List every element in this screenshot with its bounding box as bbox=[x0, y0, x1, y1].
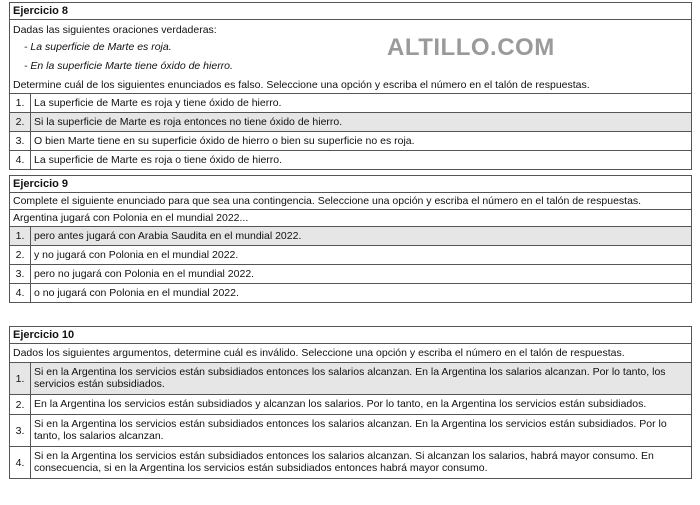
exercise-8 bbox=[9, 2, 692, 170]
option-row[interactable] bbox=[10, 447, 691, 478]
option-text: Si en la Argentina los servicios están subsidiados entonces los salarios alcanzan. En la Argentina los salarios alcanzan. Por lo tanto, los servicios están subsidiados. bbox=[34, 366, 666, 390]
option-number: 1. bbox=[10, 94, 31, 112]
option-row[interactable] bbox=[10, 284, 691, 302]
option-number: 3. bbox=[10, 132, 31, 150]
exercise-intro: Dadas las siguientes oraciones verdaderas: bbox=[13, 24, 217, 36]
option-row[interactable] bbox=[10, 94, 691, 113]
option-text: o no jugará con Polonia en el mundial 2022. bbox=[34, 287, 239, 299]
option-row[interactable] bbox=[10, 227, 691, 246]
option-row[interactable] bbox=[10, 151, 691, 169]
premise: - La superficie de Marte es roja. bbox=[24, 41, 172, 53]
option-number: 4. bbox=[10, 151, 31, 169]
exercise-instruction: Dados los siguientes argumentos, determine cuál es inválido. Seleccione una opción y escriba el número en el talón de respuestas. bbox=[10, 344, 691, 363]
exercise-statement: Argentina jugará con Polonia en el mundial 2022... bbox=[10, 210, 691, 227]
exercise-title: Ejercicio 9 bbox=[10, 176, 691, 193]
option-text: pero antes jugará con Arabia Saudita en el mundial 2022. bbox=[34, 230, 302, 242]
option-number: 1. bbox=[10, 227, 31, 245]
option-text: La superficie de Marte es roja y tiene óxido de hierro. bbox=[34, 97, 282, 109]
option-row[interactable] bbox=[10, 246, 691, 265]
option-text: Si en la Argentina los servicios están subsidiados entonces los salarios alcanzan. Si alcanzan los salarios, habrá mayor consumo. En consecuencia, si en la Argentina los servicios están subsidiados entonces habrá mayor consumo. bbox=[34, 450, 654, 474]
option-row[interactable] bbox=[10, 265, 691, 284]
option-row[interactable] bbox=[10, 395, 691, 415]
exercise-10 bbox=[9, 326, 692, 479]
premise: - En la superficie Marte tiene óxido de hierro. bbox=[24, 60, 233, 72]
option-number: 4. bbox=[10, 284, 31, 302]
option-text: Si la superficie de Marte es roja entonces no tiene óxido de hierro. bbox=[34, 116, 343, 128]
option-text: En la Argentina los servicios están subsidiados y alcanzan los salarios. Por lo tanto, en la Argentina los servicios están subsidiados. bbox=[34, 398, 647, 410]
option-text: pero no jugará con Polonia en el mundial 2022. bbox=[34, 268, 255, 280]
option-text: Si en la Argentina los servicios están subsidiados entonces los salarios alcanzan. En la Argentina los servicios están subsidiados. Por lo tanto, los salarios alcanzan. bbox=[34, 418, 667, 442]
option-row[interactable] bbox=[10, 132, 691, 151]
option-number: 2. bbox=[10, 395, 31, 414]
option-row[interactable] bbox=[10, 415, 691, 447]
option-number: 2. bbox=[10, 246, 31, 264]
option-text: La superficie de Marte es roja o tiene óxido de hierro. bbox=[34, 154, 283, 166]
option-number: 1. bbox=[10, 363, 31, 394]
option-number: 2. bbox=[10, 113, 31, 131]
option-number: 3. bbox=[10, 265, 31, 283]
option-text: y no jugará con Polonia en el mundial 2022. bbox=[34, 249, 239, 261]
watermark: ALTILLO.COM bbox=[387, 34, 555, 61]
exercise-instruction: Determine cuál de los siguientes enunciados es falso. Seleccione una opción y escriba el número en el talón de respuestas. bbox=[10, 76, 691, 94]
exercise-title: Ejercicio 8 bbox=[10, 3, 691, 20]
option-number: 3. bbox=[10, 415, 31, 446]
exercise-instruction: Complete el siguiente enunciado para que sea una contingencia. Seleccione una opción y escriba el número en el talón de respuestas. bbox=[10, 193, 691, 210]
option-row[interactable] bbox=[10, 363, 691, 395]
option-text: O bien Marte tiene en su superficie óxido de hierro o bien su superficie no es roja. bbox=[34, 135, 415, 147]
exercise-9 bbox=[9, 175, 692, 303]
exercise-title: Ejercicio 10 bbox=[10, 327, 691, 344]
option-number: 4. bbox=[10, 447, 31, 478]
option-row[interactable] bbox=[10, 113, 691, 132]
